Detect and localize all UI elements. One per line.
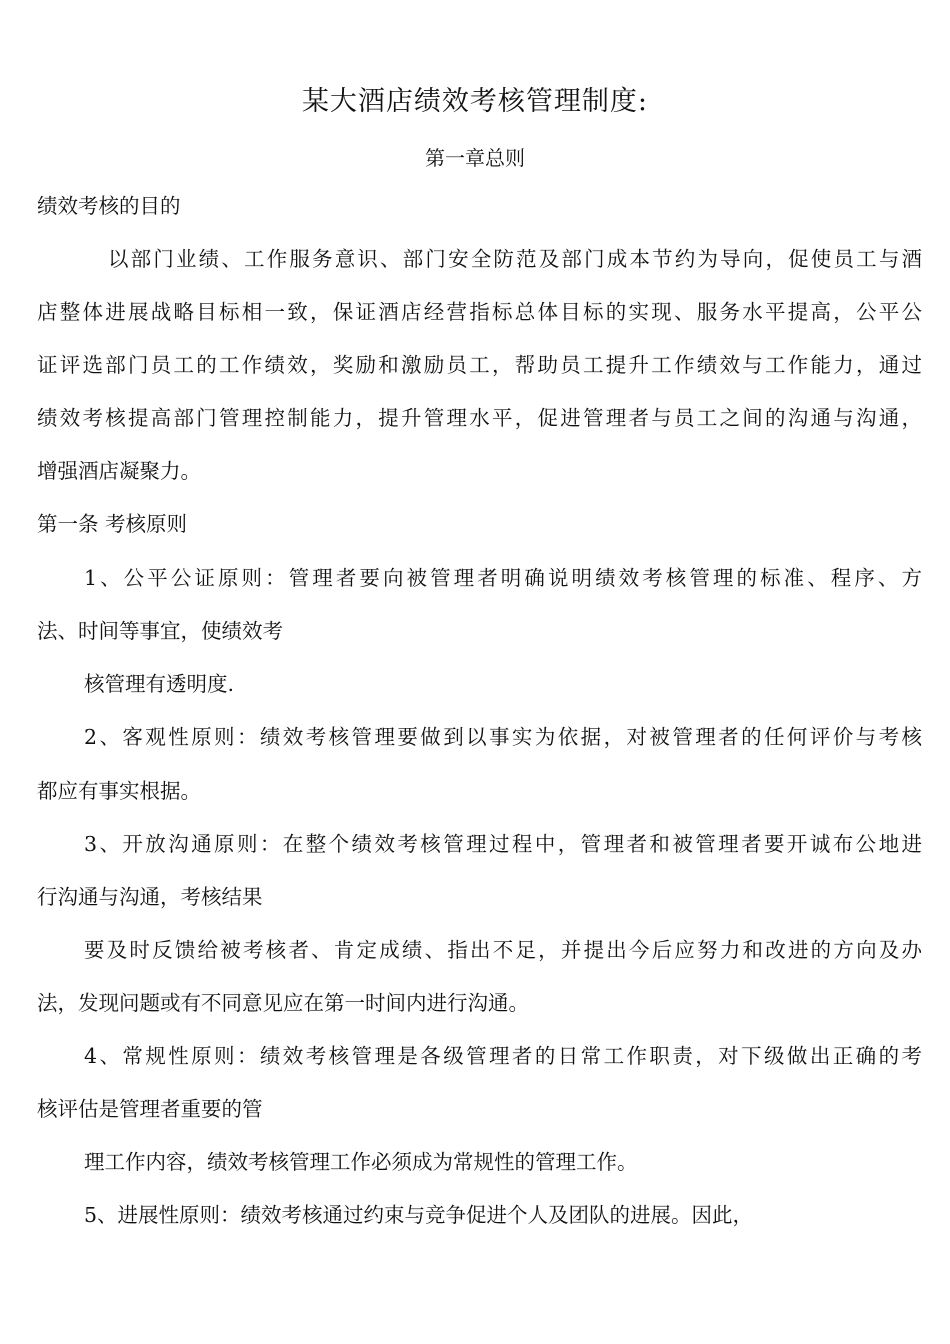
document-title: 某大酒店绩效考核管理制度: <box>301 86 649 117</box>
principle-2-line: 2、客观性原则：绩效考核管理要做到以事实为依据，对被管理者的任何评价与考核 <box>84 725 922 749</box>
principle-3-line: 3、开放沟通原则：在整个绩效考核管理过程中，管理者和被管理者要开诚布公地进 <box>84 832 922 856</box>
purpose-line: 绩效考核提高部门管理控制能力，提升管理水平，促进管理者与员工之间的沟通与沟通， <box>37 406 922 430</box>
principle-3-line: 行沟通与沟通，考核结果 <box>37 885 263 909</box>
purpose-line: 以部门业绩、工作服务意识、部门安全防范及部门成本节约为导向，促使员工与酒 <box>108 247 922 271</box>
principle-3-line: 法，发现问题或有不同意见应在第一时间内进行沟通。 <box>37 991 529 1015</box>
principle-4-line: 4、常规性原则：绩效考核管理是各级管理者的日常工作职责，对下级做出正确的考 <box>84 1044 922 1068</box>
principle-4-line: 理工作内容，绩效考核管理工作必须成为常规性的管理工作。 <box>84 1150 638 1174</box>
principle-1-line: 法、时间等事宜，使绩效考 <box>37 619 283 643</box>
purpose-line: 增强酒店凝聚力。 <box>37 459 201 483</box>
principle-2-line: 都应有事实根据。 <box>37 779 201 803</box>
chapter-heading: 第一章总则 <box>425 146 525 170</box>
principle-1-line: 核管理有透明度. <box>84 672 235 696</box>
article-heading: 第一条 考核原则 <box>37 512 188 536</box>
principle-5-line: 5、进展性原则：绩效考核通过约束与竞争促进个人及团队的进展。因此， <box>84 1203 754 1227</box>
section-heading-purpose: 绩效考核的目的 <box>37 194 181 218</box>
principle-3-line: 要及时反馈给被考核者、肯定成绩、指出不足，并提出今后应努力和改进的方向及办 <box>84 938 922 962</box>
principle-4-line: 核评估是管理者重要的管 <box>37 1097 263 1121</box>
purpose-line: 店整体进展战略目标相一致，保证酒店经营指标总体目标的实现、服务水平提高，公平公 <box>37 300 922 324</box>
purpose-line: 证评选部门员工的工作绩效，奖励和激励员工，帮助员工提升工作绩效与工作能力，通过 <box>37 353 922 377</box>
principle-1-line: 1、公平公证原则：管理者要向被管理者明确说明绩效考核管理的标准、程序、方 <box>84 566 922 590</box>
